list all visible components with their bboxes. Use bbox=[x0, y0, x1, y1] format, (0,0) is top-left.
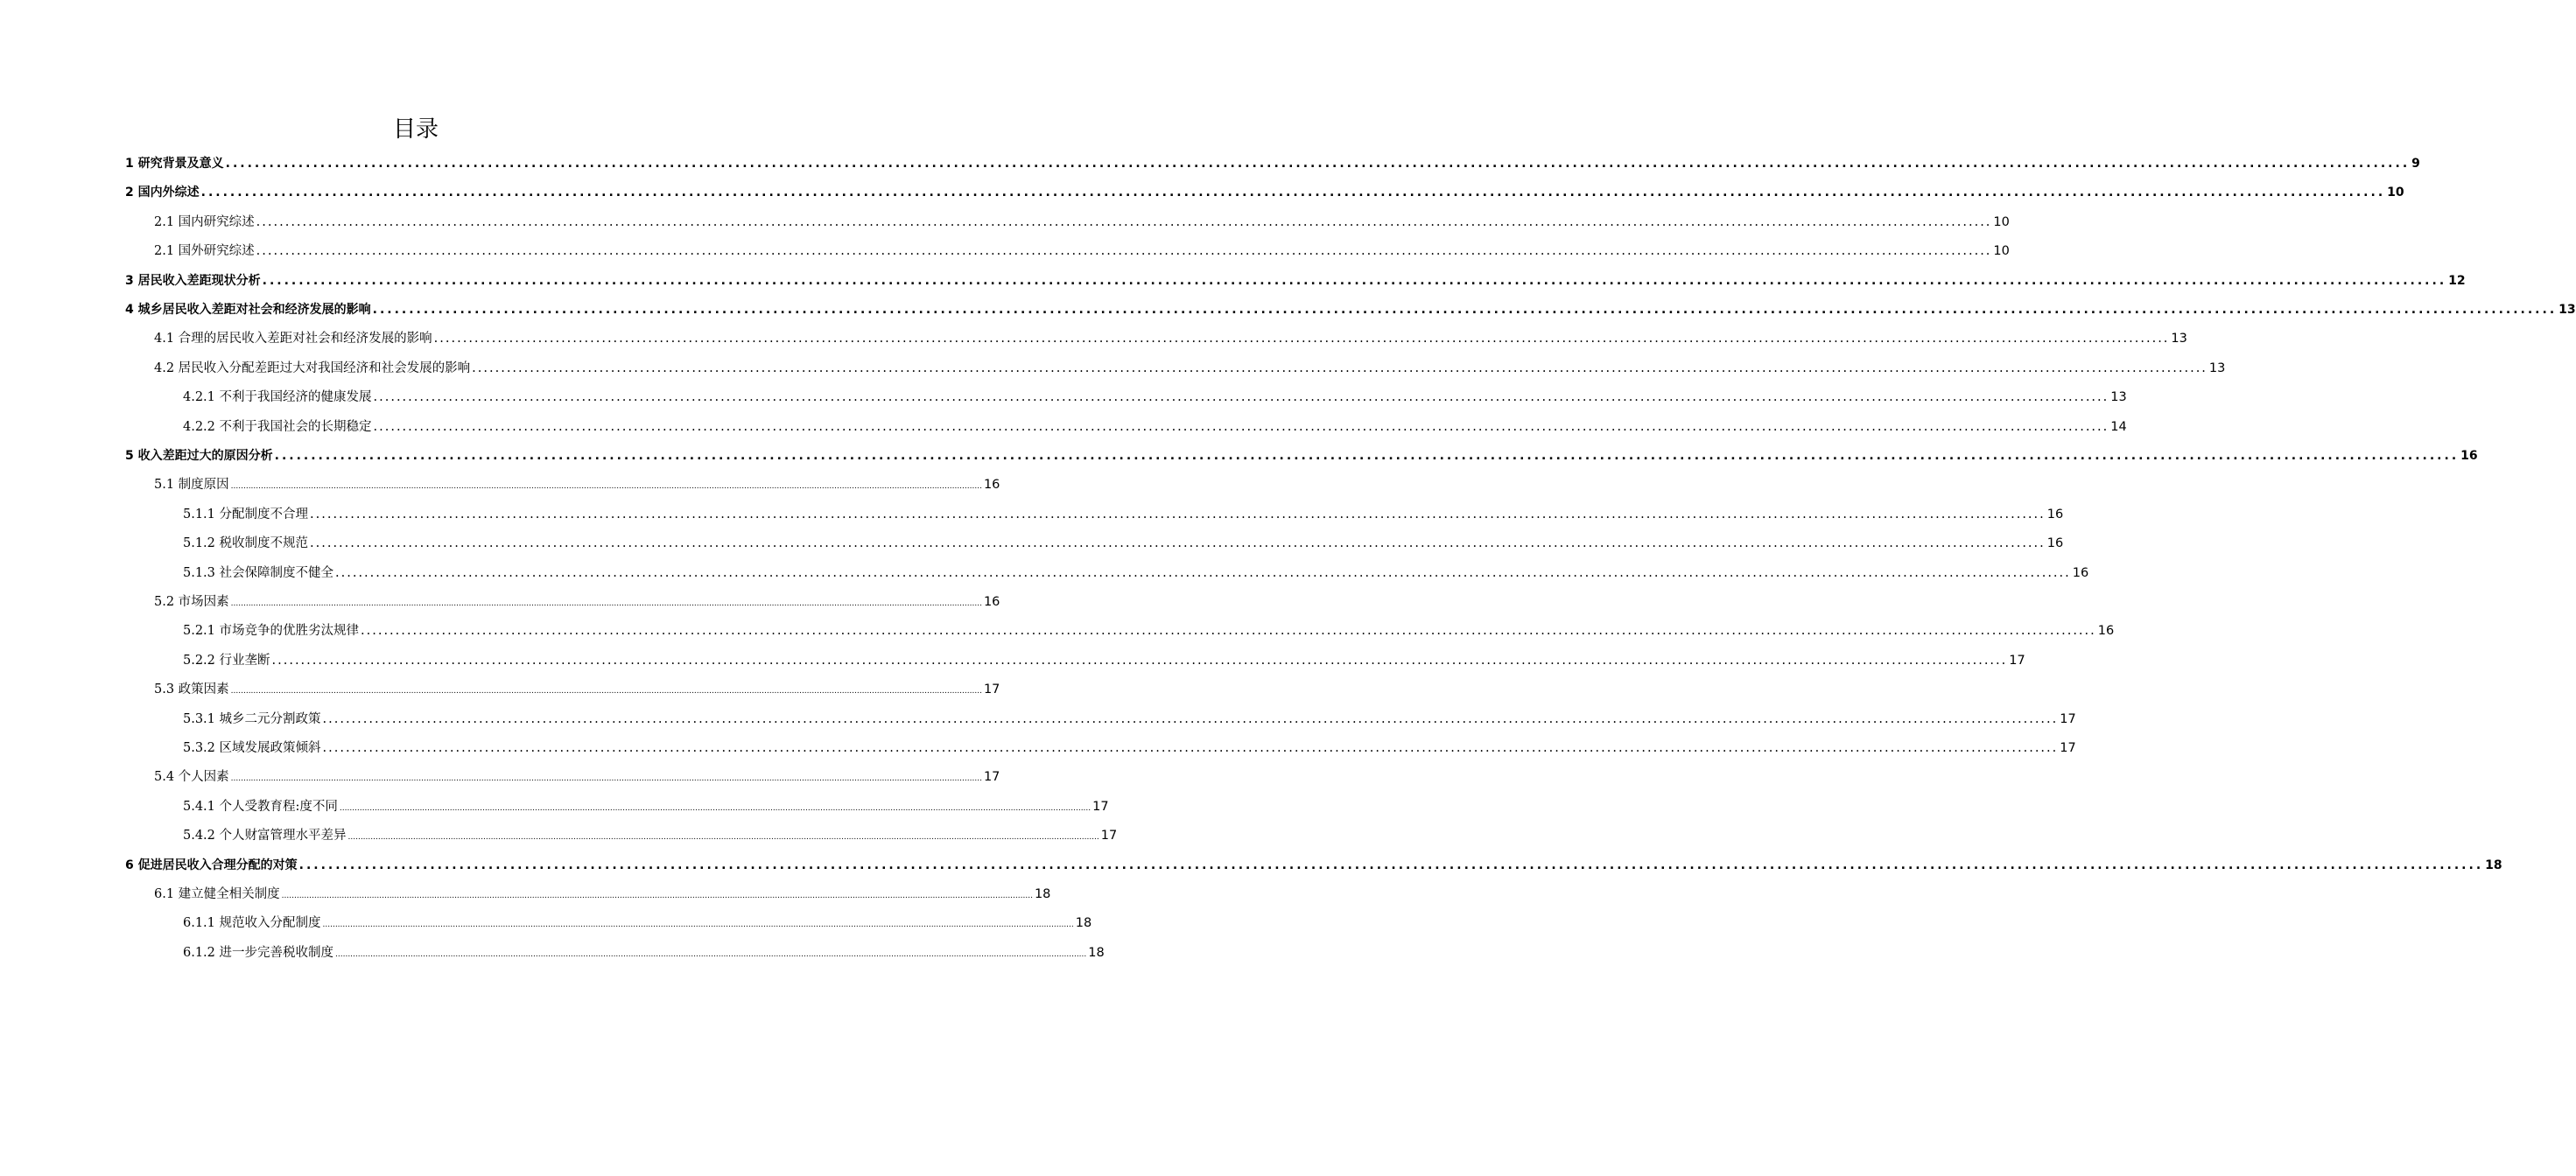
toc-entry-label: 5.1.2 税收制度不规范 bbox=[183, 536, 309, 551]
toc-dot-leader: ............................................................................................................................................................................................................................................................................................................ bbox=[347, 833, 1099, 843]
toc-entry[interactable] bbox=[154, 592, 1000, 612]
toc-dot-leader: ............................................................................................................................................................................................................................................................................................................ bbox=[472, 360, 2207, 375]
toc-dot-leader: ............................................................................................................................................................................................................................................................................................................ bbox=[335, 565, 2071, 580]
toc-entry-page: 17 bbox=[1092, 799, 1109, 814]
toc-entry-label: 4 城乡居民收入差距对社会和经济发展的影响 bbox=[125, 303, 371, 317]
toc-entry-label: 6 促进居民收入合理分配的对策 bbox=[125, 858, 298, 872]
toc-entry-label: 2.1 国外研究综述 bbox=[154, 244, 255, 259]
toc-entry-page: 13 bbox=[2110, 390, 2127, 405]
toc-dot-leader: ............................................................................................................................................................................................................................................................................................................ bbox=[373, 419, 2109, 434]
toc-entry[interactable] bbox=[154, 328, 2187, 349]
toc-dot-leader: ............................................................................................................................................................................................................................................................................................................ bbox=[361, 624, 2096, 639]
toc-entry-label: 5.4.1 个人受教育程:度不同 bbox=[183, 799, 338, 814]
toc-entry-page: 18 bbox=[1088, 945, 1105, 960]
toc-dot-leader: ............................................................................................................................................................................................................................................................................................................ bbox=[230, 687, 982, 696]
toc-entry-page: 12 bbox=[2448, 273, 2466, 288]
toc-dot-leader: ............................................................................................................................................................................................................................................................................................................ bbox=[310, 507, 2046, 522]
toc-entry-label: 5.2.2 行业垄断 bbox=[183, 653, 270, 668]
toc-dot-leader: ............................................................................................................................................................................................................................................................................................................ bbox=[298, 858, 2484, 872]
toc-entry-label: 5.1.3 社会保障制度不健全 bbox=[183, 565, 334, 580]
toc-entry-label: 4.2.1 不利于我国经济的健康发展 bbox=[183, 390, 372, 405]
toc-entry-page: 16 bbox=[2072, 565, 2089, 580]
toc-dot-leader: ............................................................................................................................................................................................................................................................................................................ bbox=[230, 599, 982, 608]
toc-entry-label: 5.3.2 区域发展政策倾斜 bbox=[183, 741, 321, 755]
toc-entry[interactable] bbox=[183, 650, 2025, 671]
toc-entry-label: 2 国内外综述 bbox=[125, 186, 200, 200]
toc-entry[interactable] bbox=[125, 182, 2404, 203]
toc-dot-leader: ............................................................................................................................................................................................................................................................................................................ bbox=[372, 303, 2558, 317]
toc-entry[interactable] bbox=[183, 825, 1118, 846]
toc-dot-leader: ............................................................................................................................................................................................................................................................................................................ bbox=[310, 536, 2046, 551]
toc-entry-page: 17 bbox=[1100, 829, 1118, 844]
toc-entry-page: 16 bbox=[983, 478, 1000, 493]
toc-dot-leader: ............................................................................................................................................................................................................................................................................................................ bbox=[256, 214, 1992, 229]
toc-entry-label: 4.2 居民收入分配差距过大对我国经济和社会发展的影响 bbox=[154, 360, 471, 375]
toc-entry[interactable] bbox=[183, 563, 2089, 584]
toc-entry-label: 2.1 国内研究综述 bbox=[154, 214, 255, 229]
toc-entry-page: 16 bbox=[983, 595, 1000, 609]
toc-entry-label: 6.1.2 进一步完善税收制度 bbox=[183, 945, 334, 960]
toc-entry-page: 16 bbox=[2460, 449, 2478, 463]
toc-entry[interactable] bbox=[183, 709, 2076, 730]
toc-entry-label: 6.1.1 规范收入分配制度 bbox=[183, 916, 321, 931]
toc-entry[interactable] bbox=[183, 504, 2064, 525]
toc-entry-page: 17 bbox=[2060, 741, 2076, 755]
toc-entry[interactable] bbox=[183, 738, 2076, 759]
toc-dot-leader: ............................................................................................................................................................................................................................................................................................................ bbox=[322, 741, 2059, 755]
toc-entry-page: 17 bbox=[983, 770, 1000, 785]
toc-entry-page: 17 bbox=[983, 682, 1000, 697]
toc-entry-label: 5.3.1 城乡二元分割政策 bbox=[183, 711, 321, 726]
toc-entry-page: 10 bbox=[2387, 186, 2404, 200]
toc-entry-label: 5.2 市场因素 bbox=[154, 595, 229, 609]
toc-dot-leader: ............................................................................................................................................................................................................................................................................................................ bbox=[256, 244, 1992, 259]
toc-entry-page: 14 bbox=[2110, 419, 2127, 434]
toc-entry[interactable] bbox=[183, 387, 2127, 408]
toc-entry-label: 4.1 合理的居民收入差距对社会和经济发展的影响 bbox=[154, 332, 432, 346]
toc-entry[interactable] bbox=[154, 474, 1000, 495]
toc-dot-leader: ............................................................................................................................................................................................................................................................................................................ bbox=[373, 390, 2109, 405]
toc-entry-label: 5.3 政策因素 bbox=[154, 682, 229, 697]
toc-entry[interactable] bbox=[183, 620, 2115, 641]
toc-entry[interactable] bbox=[183, 416, 2127, 438]
toc-entry-label: 5.2.1 市场竞争的优胜劣汰规律 bbox=[183, 624, 360, 639]
toc-entry-label: 5.4 个人因素 bbox=[154, 770, 229, 785]
toc-dot-leader: ............................................................................................................................................................................................................................................................................................................ bbox=[271, 653, 2008, 668]
toc-dot-leader: ............................................................................................................................................................................................................................................................................................................ bbox=[433, 332, 2170, 346]
toc-entry[interactable] bbox=[125, 855, 2502, 876]
toc-dot-leader: ............................................................................................................................................................................................................................................................................................................ bbox=[225, 157, 2411, 171]
toc-entry-page: 16 bbox=[2046, 536, 2064, 551]
toc-entry[interactable] bbox=[154, 884, 1051, 905]
toc-entry[interactable] bbox=[154, 212, 2010, 233]
toc-dot-leader: ............................................................................................................................................................................................................................................................................................................ bbox=[230, 482, 982, 492]
toc-entry-label: 5.4.2 个人财富管理水平差异 bbox=[183, 829, 347, 844]
toc-title: 目录 bbox=[392, 116, 439, 143]
toc-entry-page: 13 bbox=[2171, 332, 2187, 346]
toc-dot-leader: ............................................................................................................................................................................................................................................................................................................ bbox=[335, 949, 1087, 959]
toc-entry[interactable] bbox=[125, 299, 2576, 320]
toc-entry-label: 1 研究背景及意义 bbox=[125, 157, 224, 171]
toc-entry-page: 17 bbox=[2060, 711, 2076, 726]
toc-entry-page: 16 bbox=[2046, 507, 2064, 522]
toc-entry-page: 18 bbox=[2485, 858, 2502, 872]
toc-dot-leader: ............................................................................................................................................................................................................................................................................................................ bbox=[322, 920, 1074, 930]
toc-entry-label: 5.1.1 分配制度不合理 bbox=[183, 507, 309, 522]
toc-entry-page: 16 bbox=[2097, 624, 2115, 639]
toc-dot-leader: ............................................................................................................................................................................................................................................................................................................ bbox=[322, 711, 2059, 726]
toc-entry[interactable] bbox=[125, 445, 2478, 466]
toc-entry-page: 9 bbox=[2411, 157, 2420, 171]
toc-dot-leader: ............................................................................................................................................................................................................................................................................................................ bbox=[339, 803, 1091, 813]
toc-entry[interactable] bbox=[154, 241, 2010, 262]
toc-entry[interactable] bbox=[183, 796, 1109, 817]
toc-entry-label: 6.1 建立健全相关制度 bbox=[154, 887, 280, 901]
toc-entry-page: 18 bbox=[1075, 916, 1092, 931]
toc-entry[interactable] bbox=[154, 766, 1000, 788]
toc-entry-page: 17 bbox=[2009, 653, 2025, 668]
toc-entry-page: 10 bbox=[1993, 244, 2010, 259]
toc-entry[interactable] bbox=[154, 358, 2226, 379]
toc-dot-leader: ............................................................................................................................................................................................................................................................................................................ bbox=[262, 273, 2447, 288]
toc-entry[interactable] bbox=[125, 153, 2420, 174]
toc-entry-label: 5 收入差距过大的原因分析 bbox=[125, 449, 273, 463]
toc-dot-leader: ............................................................................................................................................................................................................................................................................................................ bbox=[281, 892, 1033, 900]
toc-entry[interactable] bbox=[125, 270, 2466, 291]
toc-entry[interactable] bbox=[183, 942, 1105, 963]
toc-entry-label: 3 居民收入差距现状分析 bbox=[125, 273, 261, 288]
toc-entry-page: 13 bbox=[2558, 303, 2576, 317]
toc-dot-leader: ............................................................................................................................................................................................................................................................................................................ bbox=[230, 774, 982, 784]
toc-entry-label: 5.1 制度原因 bbox=[154, 478, 229, 493]
toc-entry-label: 4.2.2 不利于我国社会的长期稳定 bbox=[183, 419, 372, 434]
toc-entry-page: 18 bbox=[1034, 887, 1051, 901]
toc-entry-page: 13 bbox=[2208, 360, 2226, 375]
toc-dot-leader: ............................................................................................................................................................................................................................................................................................................ bbox=[274, 449, 2460, 463]
toc-entry[interactable] bbox=[154, 679, 1000, 700]
toc-entry-page: 10 bbox=[1993, 214, 2010, 229]
toc-entry[interactable] bbox=[183, 533, 2064, 554]
toc-dot-leader: ............................................................................................................................................................................................................................................................................................................ bbox=[200, 186, 2386, 200]
toc-entry[interactable] bbox=[183, 913, 1092, 934]
